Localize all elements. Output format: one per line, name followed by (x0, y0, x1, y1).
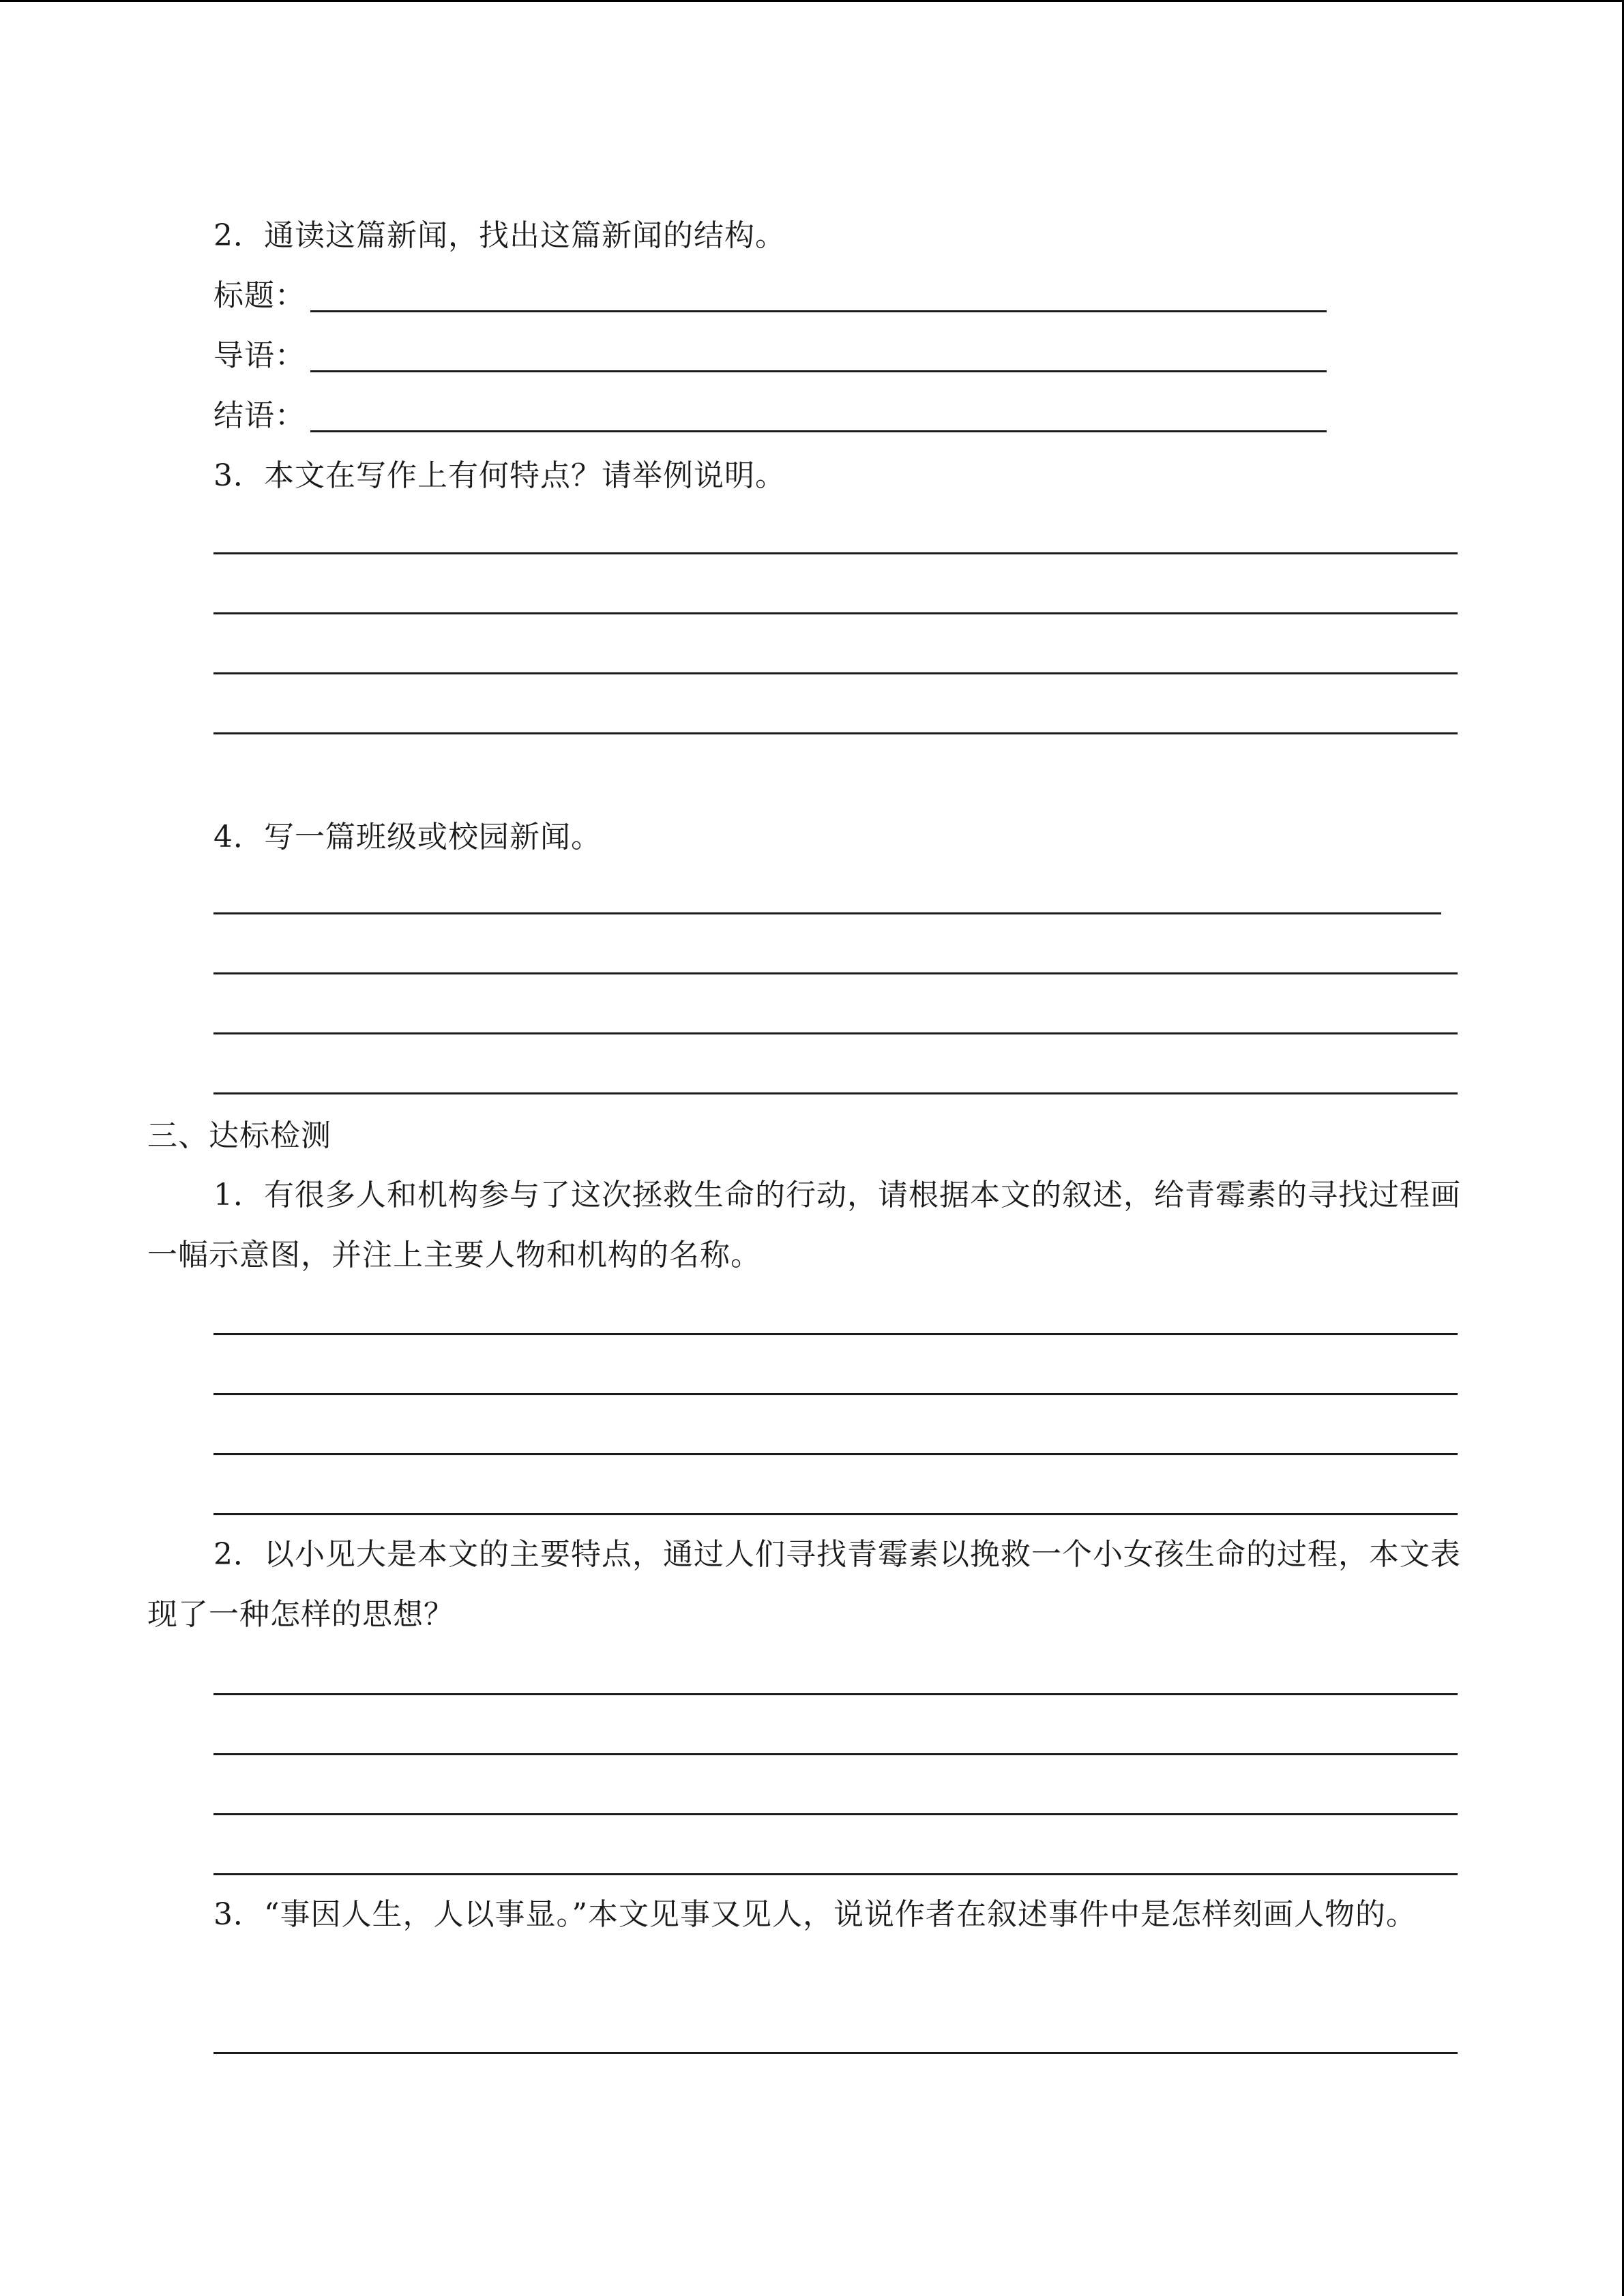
q3-answer-line[interactable] (213, 672, 1458, 674)
s3-q2-answer-line[interactable] (213, 1813, 1458, 1815)
title-field-label: 标题： (213, 278, 306, 313)
conclusion-answer-line[interactable] (310, 430, 1327, 432)
s3-q2-answer-line[interactable] (213, 1753, 1458, 1755)
q2-prompt: 2．通读这篇新闻，找出这篇新闻的结构。 (213, 218, 786, 253)
q4-prompt: 4．写一篇班级或校园新闻。 (213, 820, 602, 854)
page-top-border (0, 0, 1624, 2)
s3-q1-text: 1．有很多人和机构参与了这次拯救生命的行动，请根据本文的叙述，给青霉素的寻找过程画一幅示意图，并注上主要人物和机构的名称。 (147, 1178, 1461, 1272)
lead-field-label: 导语： (213, 338, 306, 373)
s3-q3-text: 3．“事因人生，人以事显。”本文见事又见人，说说作者在叙述事件中是怎样刻画人物的。 (213, 1897, 1417, 1932)
q4-answer-line[interactable] (213, 972, 1458, 974)
s3-q3-answer-line[interactable] (213, 2052, 1458, 2054)
q3-prompt: 3．本文在写作上有何特点？请举例说明。 (213, 458, 786, 493)
s3-q1-answer-line[interactable] (213, 1513, 1458, 1515)
title-answer-line[interactable] (310, 310, 1327, 312)
q4-answer-line[interactable] (213, 1092, 1458, 1094)
s3-q1-answer-line[interactable] (213, 1333, 1458, 1335)
section-three-heading: 三、达标检测 (147, 1118, 331, 1153)
q4-answer-line[interactable] (213, 912, 1441, 914)
lead-answer-line[interactable] (310, 370, 1327, 372)
q3-answer-line[interactable] (213, 612, 1458, 614)
s3-q1-answer-line[interactable] (213, 1393, 1458, 1395)
s3-q1-answer-line[interactable] (213, 1453, 1458, 1455)
conclusion-field-label: 结语： (213, 398, 306, 433)
q3-answer-line[interactable] (213, 552, 1458, 554)
q3-answer-line[interactable] (213, 732, 1458, 734)
s3-q2-answer-line[interactable] (213, 1693, 1458, 1695)
q4-answer-line[interactable] (213, 1032, 1458, 1034)
s3-q2-answer-line[interactable] (213, 1873, 1458, 1875)
s3-q2-text: 2．以小见大是本文的主要特点，通过人们寻找青霉素以挽救一个小女孩生命的过程，本文表现了一种怎样的思想？ (147, 1537, 1461, 1632)
